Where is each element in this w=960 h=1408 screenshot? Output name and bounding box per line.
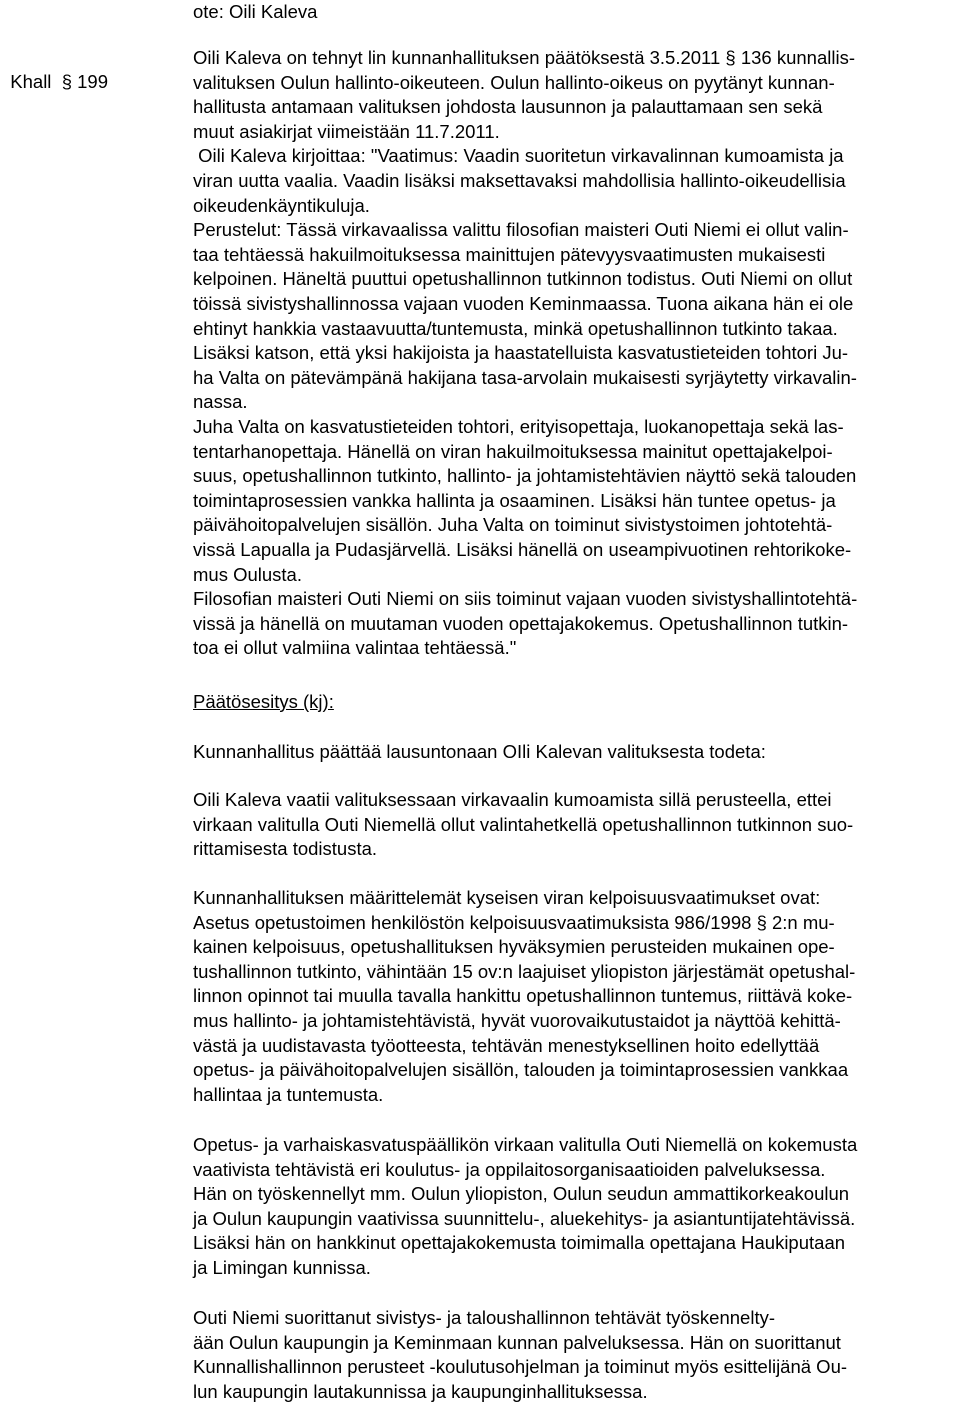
text-line: Oili Kaleva vaatii valituksessaan virkavaalin kumoamista sillä perusteella, ettei — [193, 789, 832, 810]
section-number: 199 — [77, 71, 109, 92]
text-line: päivähoitopalvelujen sisällön. Juha Valta on toiminut sivistystoimen johtotehtä- — [193, 514, 833, 536]
text-line: kainen kelpoisuus, opetushallituksen hyväksymien perusteiden mukainen ope- — [193, 936, 835, 958]
text-line: taa tehtäessä hakuilmoituksessa mainittujen pätevyysvaatimusten mukaisesti — [193, 243, 826, 265]
text-line: rittamisesta todistusta. — [193, 838, 378, 860]
text-line: Filosofian maisteri Outi Niemi on siis toiminut vajaan vuoden sivistyshallintotehtä- — [193, 588, 858, 610]
text-line: vissä Lapualla ja Pudasjärvellä. Lisäksi hänellä on useampivuotinen rehtorikoke- — [193, 539, 852, 560]
text-line: nassa. — [193, 391, 248, 413]
text-line: mus hallinto- ja johtamistehtävistä, hyvät vuorovaikutustaidot ja näyttöä kehittä- — [193, 1010, 841, 1031]
text-line: Kunnallishallinnon perusteet -koulutusohjelman ja toiminut myös esittelijänä Ou- — [193, 1356, 848, 1378]
text-line: Kunnanhallituksen määrittelemät kyseisen viran kelpoisuusvaatimukset ovat: — [193, 887, 821, 908]
text-line: Juha Valta on kasvatustieteiden tohtori, erityisopettaja, luokanopettaja sekä las- — [193, 416, 844, 437]
text-line: valituksen Oulun hallinto-oikeuteen. Oulun hallinto-oikeus on pyytänyt kunnan- — [193, 71, 835, 93]
text-line: Lisäksi katson, että yksi hakijoista ja haastatelluista kasvatustieteiden tohtori Ju- — [193, 342, 849, 364]
text-line: muut asiakirjat viimeistään 11.7.2011. — [193, 120, 500, 142]
text-line: ehtinyt hankkia vastaavuutta/tuntemusta, minkä opetushallinnon tutkinto takaa. — [193, 317, 838, 339]
text-line: Outi Niemi suorittanut sivistys- ja taloushallinnon tehtävät työskennelty- — [193, 1307, 775, 1328]
text-line: västä ja uudistavasta työotteesta, tehtävän menestyksellinen hoito edellyttää — [193, 1034, 820, 1056]
text-line: viran uutta vaalia. Vaadin lisäksi maksettavaksi mahdollisia hallinto-oikeudellisia — [193, 170, 846, 191]
text-line: Hän on työskennellyt mm. Oulun yliopiston, Oulun seudun ammattikorkeakoulun — [193, 1183, 850, 1205]
text-line: toimintaprosessien vankka hallinta ja osaaminen. Lisäksi hän tuntee opetus- ja — [193, 489, 836, 511]
text-line: töissä sivistyshallinnossa vajaan vuoden Keminmaassa. Tuona aikana hän ei ole — [193, 293, 854, 314]
text-line: hallitusta antamaan valituksen johdosta lausunnon ja palauttamaan sen sekä — [193, 96, 823, 118]
document-title: ote: Oili Kaleva — [193, 1, 318, 22]
text-line: opetus- ja päivähoitopalvelujen sisällön, talouden ja toimintaprosessien vankkaa — [193, 1059, 849, 1081]
text-line: oikeudenkäyntikuluja. — [193, 194, 370, 216]
text-line: Lisäksi hän on hankkinut opettajakokemusta toimimalla opettajana Haukiputaan — [193, 1232, 846, 1254]
text-line: ja Oulun kaupungin vaativissa suunnittelu-, aluekehitys- ja asiantuntijatehtävissä. — [193, 1207, 856, 1229]
text-line: Asetus opetustoimen henkilöstön kelpoisuusvaatimuksista 986/1998 § 2:n mu- — [193, 911, 835, 933]
text-line: mus Oulusta. — [193, 563, 302, 585]
text-line: tushallinnon tutkinto, vähintään 15 ov:n laajuiset yliopiston järjestämät opetushal- — [193, 960, 856, 982]
text-line: Perustelut: Tässä virkavaalissa valittu filosofian maisteri Outi Niemi ei ollut valin- — [193, 219, 849, 241]
proposal-heading: Päätösesitys (kj): — [193, 691, 334, 712]
text-line: linnon opinnot tai muulla tavalla hankittu opetushallinnon tuntemus, riittävä koke- — [193, 985, 853, 1007]
proposal-intro: Kunnanhallitus päättää lausuntonaan OIli Kalevan valituksesta todeta: — [193, 741, 766, 762]
section-sign-icon: § — [51, 71, 78, 92]
text-line: hallintaa ja tuntemusta. — [193, 1083, 384, 1105]
text-line: ha Valta on pätevämpänä hakijana tasa-arvolain mukaisesti syrjäytetty virkavalin- — [193, 366, 857, 388]
text-line: ään Oulun kaupungin ja Keminmaan kunnan palveluksessa. Hän on suorittanut — [193, 1331, 841, 1353]
text-line: vaativista tehtävistä eri koulutus- ja oppilaitosorganisaatioiden palveluksessa. — [193, 1158, 826, 1180]
text-line: Opetus- ja varhaiskasvatuspäällikön virkaan valitulla Outi Niemellä on kokemusta — [193, 1134, 858, 1155]
text-line: virkaan valitulla Outi Niemellä ollut valintahetkellä opetushallinnon tutkinnon suo- — [193, 813, 854, 835]
section-mark — [0, 46, 108, 94]
text-line: vissä ja hänellä on muutaman vuoden opettajakokemus. Opetushallinnon tutkin- — [193, 612, 849, 634]
text-line: Oili Kaleva on tehnyt lin kunnanhallituksen päätöksestä 3.5.2011 § 136 kunnallis- — [193, 47, 855, 68]
text-line: Oili Kaleva kirjoittaa: "Vaatimus: Vaadin suoritetun virkavalinnan kumoamista ja — [193, 145, 844, 167]
text-line: ja Limingan kunnissa. — [193, 1257, 371, 1278]
text-line: tentarhanopettaja. Hänellä on viran hakuilmoituksessa mainitut opettajakelpoi- — [193, 440, 833, 462]
text-line: kelpoinen. Häneltä puuttui opetushallinnon tutkinnon todistus. Outi Niemi on ollut — [193, 268, 853, 290]
text-line: toa ei ollut valmiina valintaa tehtäessä." — [193, 637, 517, 659]
section-label: Khall — [10, 71, 52, 92]
text-line: lun kaupungin lautakunnissa ja kaupunginhallituksessa. — [193, 1380, 648, 1402]
text-line: suus, opetushallinnon tutkinto, hallinto- ja johtamistehtävien näyttö sekä talouden — [193, 465, 857, 487]
